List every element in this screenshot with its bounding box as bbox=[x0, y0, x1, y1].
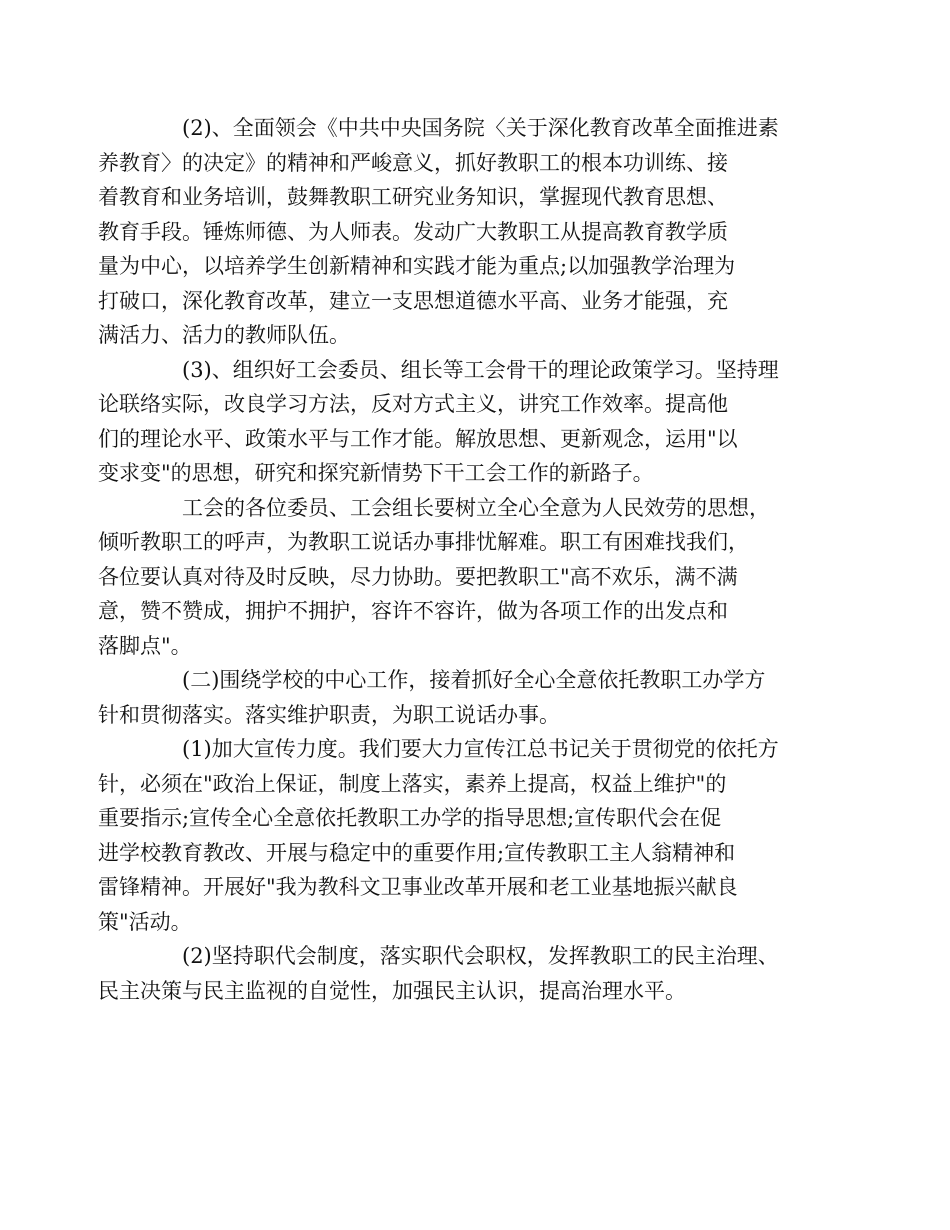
text-line: 着教育和业务培训，鼓舞教职工研究业务知识，掌握现代教育思想、 bbox=[98, 185, 728, 209]
text-line: 各位要认真对待及时反映，尽力协助。要把教职工"高不欢乐，满不满 bbox=[98, 564, 738, 589]
text-line: 民主决策与民主监视的自觉性，加强民主认识，提高治理水平。 bbox=[98, 978, 686, 1003]
text-line: 量为中心，以培养学生创新精神和实践才能为重点;以加强教学治理为 bbox=[98, 254, 736, 278]
text-line: (1)加大宣传力度。我们要大力宣传江总书记关于贯彻党的依托方 bbox=[182, 737, 779, 761]
text-line: 论联络实际，改良学习方法，反对方式主义，讲究工作效率。提高他 bbox=[98, 392, 728, 416]
paragraph-1-publicity bbox=[98, 732, 825, 939]
text-line: (2)、全面领会《中共中央国务院〈关于深化教育改革全面推进素 bbox=[182, 116, 779, 140]
text-line: 工会的各位委员、工会组长要树立全心全意为人民效劳的思想， bbox=[182, 495, 770, 520]
text-line: 倾听教职工的呼声，为教职工说话办事排忧解难。职工有困难找我们， bbox=[98, 530, 749, 554]
text-line: (3)、组织好工会委员、组长等工会骨干的理论政策学习。坚持理 bbox=[182, 357, 779, 382]
text-line: 雷锋精神。开展好"我为教科文卫事业改革开展和老工业基地振兴献良 bbox=[98, 875, 738, 899]
text-line: 针和贯彻落实。落实维护职责，为职工说话办事。 bbox=[98, 702, 560, 727]
paragraph-2-study bbox=[98, 111, 825, 353]
text-line: 满活力、活力的教师队伍。 bbox=[98, 323, 350, 347]
paragraph-section-two bbox=[98, 663, 825, 732]
text-line: 变求变"的思想，研究和探究新情势下干工会工作的新路子。 bbox=[98, 461, 654, 485]
text-line: 落脚点"。 bbox=[98, 633, 192, 658]
paragraph-2-congress bbox=[98, 939, 825, 1008]
text-line: 教育手段。锤炼师德、为人师表。发动广大教职工从提高教育教学质 bbox=[98, 219, 728, 244]
text-line: (二)围绕学校的中心工作，接着抓好全心全意依托教职工办学方 bbox=[182, 668, 766, 692]
paragraph-3-theory bbox=[98, 353, 825, 491]
text-line: 进学校教育教改、开展与稳定中的重要作用;宣传教职工主人翁精神和 bbox=[98, 840, 736, 865]
text-line: 意，赞不赞成，拥护不拥护，容许不容许，做为各项工作的出发点和 bbox=[98, 599, 728, 623]
text-line: 打破口，深化教育改革，建立一支思想道德水平高、业务才能强，充 bbox=[98, 288, 728, 313]
text-line: (2)坚持职代会制度，落实职代会职权，发挥教职工的民主治理、 bbox=[182, 944, 779, 968]
text-line: 重要指示;宣传全心全意依托教职工办学的指导思想;宣传职代会在促 bbox=[98, 806, 722, 830]
text-line: 养教育〉的决定》的精神和严峻意义，抓好教职工的根本功训练、接 bbox=[98, 150, 728, 175]
document-body bbox=[98, 111, 825, 1008]
text-line: 针，必须在"政治上保证，制度上落实，素养上提高，权益上维护"的 bbox=[98, 771, 727, 796]
paragraph-union-members bbox=[98, 491, 825, 664]
text-line: 们的理论水平、政策水平与工作才能。解放思想、更新观念，运用"以 bbox=[98, 426, 738, 451]
text-line: 策"活动。 bbox=[98, 909, 192, 934]
